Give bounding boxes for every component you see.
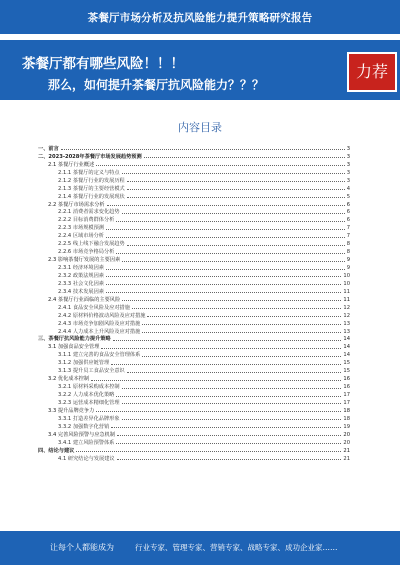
toc-entry[interactable] xyxy=(38,414,350,422)
toc-entry[interactable] xyxy=(38,398,350,406)
toc-entry[interactable] xyxy=(38,446,350,454)
toc-entry-label: 2.3.1 经济环境因素 xyxy=(58,265,104,271)
toc-entry[interactable] xyxy=(38,144,350,152)
toc-entry-label: 3.2 优化成本控制 xyxy=(48,376,90,383)
toc-entry-page: 7 xyxy=(346,225,350,232)
toc-entry-label: 3.1.2 加强供应链管理 xyxy=(58,360,110,367)
toc-entry-page: 8 xyxy=(346,241,350,248)
toc-leader-dots xyxy=(127,196,345,198)
toc-entry[interactable] xyxy=(38,454,350,462)
toc-entry[interactable] xyxy=(38,374,350,382)
toc-entry-label: 一、前言 xyxy=(38,145,59,152)
toc-entry-label: 3.3.2 加强数字化营销 xyxy=(58,423,110,430)
toc-entry-label: 2.1 茶餐厅行业概述 xyxy=(48,161,95,168)
toc-entry-page: 13 xyxy=(343,328,350,335)
toc-entry[interactable] xyxy=(38,406,350,414)
toc-entry[interactable] xyxy=(38,223,350,231)
toc-entry-page: 20 xyxy=(343,431,350,438)
toc-heading: 内容目录 xyxy=(178,121,222,134)
toc-leader-dots xyxy=(142,355,341,357)
toc-entry[interactable] xyxy=(38,152,350,160)
toc-leader-dots xyxy=(106,228,345,230)
toc-entry-page: 19 xyxy=(343,423,350,430)
toc-leader-dots xyxy=(101,347,341,349)
toc-leader-dots xyxy=(144,156,345,158)
toc-entry-label: 2.2.3 市场规模预测 xyxy=(58,225,104,232)
toc-entry-page: 3 xyxy=(346,161,350,168)
toc-entry-label: 四、结论与建议 xyxy=(38,447,75,454)
toc-entry-page: 14 xyxy=(343,344,350,351)
banner-subheadline: 那么，如何提升茶餐厅抗风险能力？？？ xyxy=(48,78,265,92)
toc-entry[interactable] xyxy=(38,438,350,446)
banner-headline: 茶餐厅都有哪些风险！！！ xyxy=(22,56,184,72)
toc-leader-dots xyxy=(122,387,342,389)
toc-entry-page: 3 xyxy=(346,169,350,176)
toc-entry-page: 9 xyxy=(346,257,350,264)
toc-entry-page: 6 xyxy=(346,201,350,208)
footer-roles: 行业专家、管理专家、营销专家、战略专家、成功企业家…… xyxy=(135,543,338,552)
toc-entry[interactable] xyxy=(38,231,350,239)
footer-bar xyxy=(0,531,400,565)
toc-entry-label: 2.1.3 茶餐厅的主要经营模式 xyxy=(58,185,125,192)
toc-entry-page: 21 xyxy=(343,447,350,454)
toc-entry[interactable] xyxy=(38,176,350,184)
toc-leader-dots xyxy=(122,260,345,262)
toc-entry-page: 18 xyxy=(343,407,350,414)
toc-entry-label: 3.2.2 人力成本优化策略 xyxy=(58,392,115,398)
toc-leader-dots xyxy=(142,323,341,325)
toc-entry-label: 3.3.1 打造差异化品牌形象 xyxy=(58,415,120,422)
toc-entry[interactable] xyxy=(38,160,350,168)
toc-entry-page: 8 xyxy=(346,249,350,256)
toc-entry-label: 2.3.4 技术发展因素 xyxy=(58,288,104,295)
toc-entry-label: 3.1 加强食品安全管理 xyxy=(48,344,100,351)
toc-entry-label: 3.4.1 建立风险预警体系 xyxy=(58,439,115,446)
toc-entry-page: 6 xyxy=(346,209,350,216)
toc-entry[interactable] xyxy=(38,342,350,350)
toc-leader-dots xyxy=(61,148,345,150)
toc-leader-dots xyxy=(142,331,341,333)
toc-entry-page: 12 xyxy=(343,304,350,311)
toc-entry[interactable] xyxy=(38,390,350,398)
toc-entry-label: 2.1.2 茶餐厅行业的发展历程 xyxy=(58,177,125,184)
toc-entry-page: 10 xyxy=(343,280,350,287)
toc-entry-page: 11 xyxy=(343,288,350,295)
table-of-contents xyxy=(38,144,350,462)
toc-leader-dots xyxy=(122,212,345,214)
toc-entry[interactable] xyxy=(38,184,350,192)
toc-leader-dots xyxy=(106,283,341,285)
toc-entry[interactable] xyxy=(38,327,350,335)
toc-entry-label: 3.4 完善风险预警与应急机制 xyxy=(48,431,115,438)
toc-entry-page: 7 xyxy=(346,233,350,240)
toc-entry-label: 3.2.3 运营成本精细化管理 xyxy=(58,399,120,406)
toc-entry[interactable] xyxy=(38,192,350,200)
toc-leader-dots xyxy=(107,204,345,206)
toc-leader-dots xyxy=(122,418,342,420)
toc-entry-label: 2.2.5 线上线下融合发展趋势 xyxy=(58,241,125,248)
toc-leader-dots xyxy=(127,244,345,246)
toc-leader-dots xyxy=(106,268,345,270)
toc-entry-page: 20 xyxy=(343,439,350,446)
toc-entry[interactable] xyxy=(38,200,350,208)
toc-entry-page: 10 xyxy=(343,272,350,279)
toc-entry[interactable] xyxy=(38,279,350,287)
toc-entry-page: 3 xyxy=(346,177,350,184)
toc-leader-dots xyxy=(117,434,341,436)
toc-entry[interactable] xyxy=(38,295,350,303)
toc-entry[interactable] xyxy=(38,366,350,374)
toc-entry-label: 2.4.1 食品安全风险及应对措施 xyxy=(58,304,130,311)
toc-leader-dots xyxy=(127,371,342,373)
toc-entry-page: 15 xyxy=(343,360,350,367)
toc-entry[interactable] xyxy=(38,287,350,295)
toc-entry-page: 15 xyxy=(343,368,350,375)
toc-leader-dots xyxy=(76,450,341,452)
toc-entry[interactable] xyxy=(38,422,350,430)
toc-entry-label: 2.3 影响茶餐厅发展的主要因素 xyxy=(48,257,121,264)
toc-leader-dots xyxy=(106,236,345,238)
toc-entry[interactable] xyxy=(38,247,350,255)
toc-leader-dots xyxy=(106,291,341,293)
toc-entry-label: 2.4.3 市场竞争加剧风险及应对措施 xyxy=(58,320,141,327)
toc-entry-label: 2.3.2 政策法规因素 xyxy=(58,272,104,279)
toc-entry-page: 9 xyxy=(346,265,350,271)
toc-entry-label: 二、2023-2028年茶餐厅市场发展趋势预测 xyxy=(38,153,142,160)
toc-entry-page: 17 xyxy=(343,392,350,398)
toc-leader-dots xyxy=(116,220,344,222)
toc-entry[interactable] xyxy=(38,208,350,216)
toc-leader-dots xyxy=(113,339,342,341)
toc-leader-dots xyxy=(127,188,345,190)
toc-entry-label: 2.2 茶餐厅市场需求分析 xyxy=(48,201,105,208)
toc-entry-page: 14 xyxy=(343,352,350,359)
toc-entry[interactable] xyxy=(38,430,350,438)
toc-leader-dots xyxy=(111,363,341,365)
toc-entry-label: 3.3 提升品牌竞争力 xyxy=(48,407,95,414)
toc-entry-label: 3.2.1 原材料采购成本控制 xyxy=(58,384,120,391)
toc-entry[interactable] xyxy=(38,263,350,271)
toc-entry-label: 2.4.2 原材料价格波动风险及应对措施 xyxy=(58,312,146,319)
toc-entry-label: 2.2.2 目标消费群体分析 xyxy=(58,217,115,224)
toc-entry-page: 4 xyxy=(346,185,350,192)
toc-leader-dots xyxy=(132,307,341,309)
toc-entry[interactable] xyxy=(38,303,350,311)
banner xyxy=(0,40,400,100)
toc-entry-label: 2.4.4 人力成本上升风险及应对措施 xyxy=(58,328,141,335)
toc-entry-page: 14 xyxy=(343,336,350,343)
toc-entry[interactable] xyxy=(38,239,350,247)
toc-leader-dots xyxy=(116,442,341,444)
toc-entry-label: 2.2.6 市场竞争格局分析 xyxy=(58,249,115,256)
toc-entry-label: 2.1.1 茶餐厅的定义与特点 xyxy=(58,169,120,176)
toc-leader-dots xyxy=(122,299,341,301)
toc-entry-page: 12 xyxy=(343,312,350,319)
toc-leader-dots xyxy=(116,252,344,254)
toc-leader-dots xyxy=(111,426,341,428)
toc-entry[interactable] xyxy=(38,311,350,319)
toc-leader-dots xyxy=(91,379,341,381)
toc-entry[interactable] xyxy=(38,358,350,366)
report-title: 茶餐厅市场分析及抗风险能力提升策略研究报告 xyxy=(87,12,313,24)
toc-entry-label: 3.1.1 建立完善的食品安全管理体系 xyxy=(58,352,141,359)
top-bar xyxy=(0,0,400,34)
toc-leader-dots xyxy=(122,172,345,174)
toc-leader-dots xyxy=(96,410,341,412)
toc-entry-page: 3 xyxy=(346,145,350,152)
toc-entry-page: 17 xyxy=(343,399,350,406)
toc-leader-dots xyxy=(127,180,345,182)
toc-entry-label: 2.1.4 茶餐厅行业的发展现状 xyxy=(58,193,125,200)
toc-entry-page: 11 xyxy=(343,296,350,303)
toc-entry-label: 2.4 茶餐厅行业面临的主要风险 xyxy=(48,296,121,303)
toc-entry-page: 16 xyxy=(343,384,350,391)
toc-entry[interactable] xyxy=(38,350,350,358)
toc-entry[interactable] xyxy=(38,335,350,343)
toc-entry[interactable] xyxy=(38,168,350,176)
footer-slogan: 让每个人都能成为 xyxy=(50,543,114,552)
toc-entry-page: 3 xyxy=(346,153,350,160)
toc-leader-dots xyxy=(96,164,344,166)
toc-leader-dots xyxy=(116,395,341,397)
toc-entry-page: 16 xyxy=(343,376,350,383)
toc-leader-dots xyxy=(147,315,341,317)
toc-entry[interactable] xyxy=(38,319,350,327)
recommend-badge: 力荐 xyxy=(347,52,397,92)
toc-entry[interactable] xyxy=(38,382,350,390)
toc-entry-page: 5 xyxy=(346,193,350,200)
toc-entry-page: 18 xyxy=(343,415,350,422)
toc-entry-page: 13 xyxy=(343,320,350,327)
toc-entry-label: 2.2.1 消费者需求变化趋势 xyxy=(58,209,120,216)
toc-entry[interactable] xyxy=(38,215,350,223)
toc-entry[interactable] xyxy=(38,255,350,263)
toc-entry-label: 2.3.3 社会文化因素 xyxy=(58,280,104,287)
toc-entry-label: 2.2.4 区域市场分析 xyxy=(58,233,104,240)
toc-leader-dots xyxy=(122,402,342,404)
toc-entry-page: 21 xyxy=(343,455,350,462)
toc-entry-label: 三、茶餐厅抗风险能力提升策略 xyxy=(38,336,111,343)
toc-leader-dots xyxy=(106,275,341,277)
toc-entry-page: 6 xyxy=(346,217,350,224)
toc-entry-label: 3.1.3 提升员工食品安全意识 xyxy=(58,368,125,375)
toc-entry-label: 4.1 研究结论与发展建议 xyxy=(58,455,115,462)
toc-leader-dots xyxy=(117,458,342,460)
toc-entry[interactable] xyxy=(38,271,350,279)
